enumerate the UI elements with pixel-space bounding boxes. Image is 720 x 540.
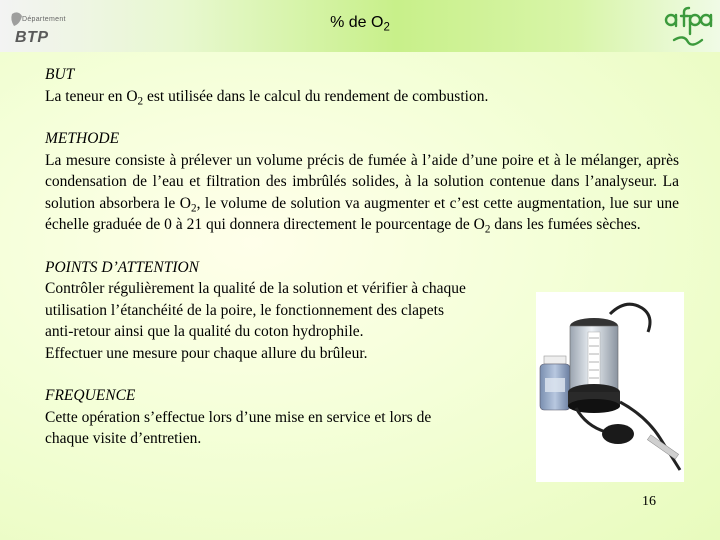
page-title-text: % de O — [330, 14, 384, 31]
section-text-methode — [45, 150, 679, 236]
section-heading-attention: POINTS D’ATTENTION — [45, 258, 200, 276]
header-bar — [0, 0, 720, 52]
attention-line-4: Effectuer une mesure pour chaque allure du brûleur. — [45, 344, 368, 362]
page-number: 16 — [642, 494, 656, 509]
section-but — [45, 64, 679, 107]
methode-subscript-1: 2 — [190, 201, 197, 214]
frequence-line-2: chaque visite d’entretien. — [45, 430, 202, 447]
afpa-logo-mark — [662, 4, 714, 50]
but-subscript: 2 — [137, 94, 144, 107]
o2-analyzer-image — [536, 292, 684, 482]
page-title-subscript: 2 — [383, 21, 390, 34]
methode-text-part1: La mesure consiste à prélever un volume précis de fumée à l’aide d’une poire et à le mélanger, après condensation de l’eau et filtration des imbrûlés solides, à la solution contenue dans l’analyseur. La solution absorbera le O — [45, 151, 679, 212]
attention-line-3: anti-retour ainsi que la qualité du coton hydrophile. — [45, 323, 364, 340]
section-frequence — [45, 385, 535, 450]
section-text-but — [45, 86, 679, 108]
section-attention — [45, 257, 535, 365]
methode-text-part2: , le volume de solution va augmenter et c’est cette augmentation, lue sur une échelle graduée de 0 à 21 qui donnera directement le pourcentage de O — [45, 194, 680, 233]
analyzer-photo — [536, 292, 684, 482]
afpa-logo — [662, 4, 714, 50]
but-text-part1: La teneur en O — [45, 87, 138, 105]
logo-btp-text: BTP — [15, 29, 49, 46]
page-title — [0, 14, 720, 32]
methode-subscript-2: 2 — [484, 223, 491, 236]
attention-line-2: utilisation l’étanchéité de la poire, le fonctionnement des clapets — [45, 301, 444, 319]
frequence-line-1: Cette opération s’effectue lors d’une mise en service et lors de — [45, 408, 432, 426]
section-heading-frequence: FREQUENCE — [45, 387, 136, 404]
but-text-part2: est utilisée dans le calcul du rendement de combustion. — [143, 87, 489, 105]
section-heading-but: BUT — [45, 66, 75, 83]
section-heading-methode: METHODE — [45, 130, 120, 147]
methode-text-part3: dans les fumées sèches. — [490, 216, 641, 233]
logo-departement-text: Département — [22, 16, 66, 23]
section-methode — [45, 128, 679, 236]
attention-line-1: Contrôler régulièrement la qualité de la solution et vérifier à chaque — [45, 280, 466, 297]
